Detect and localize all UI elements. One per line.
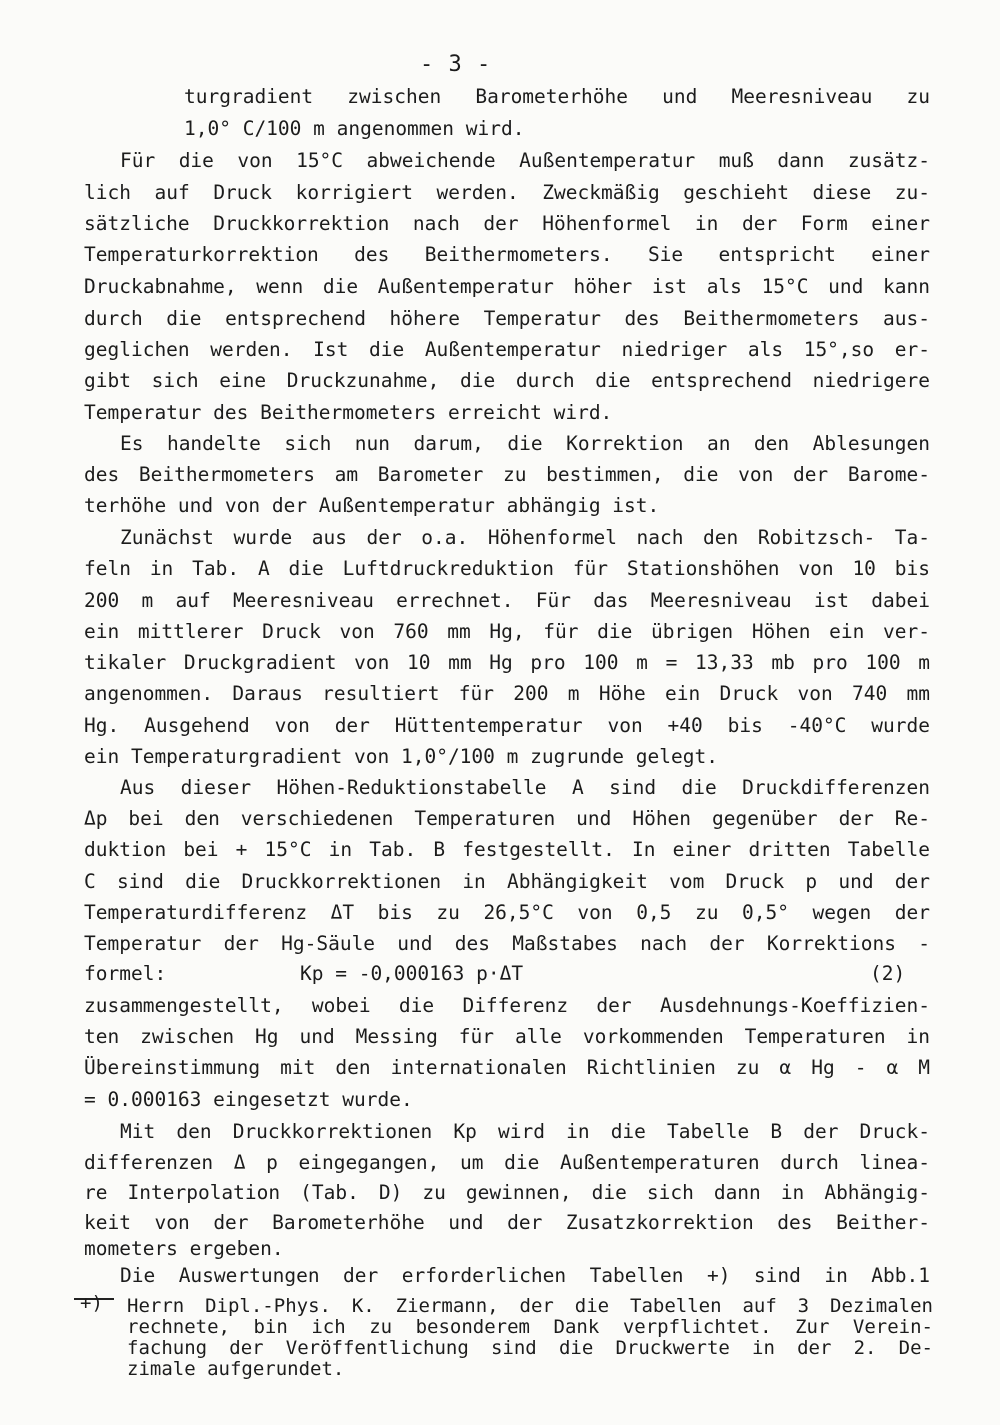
text-line: zusammengestellt, wobei die Differenz der Ausdehnungs-Koeffizien-	[84, 994, 930, 1017]
text-line: keit von der Barometerhöhe und der Zusatzkorrektion des Beither-	[84, 1211, 930, 1234]
text-line: geglichen werden. Ist die Außentemperatur niedriger als 15°,so er-	[84, 338, 930, 361]
text-line: tikaler Druckgradient von 10 mm Hg pro 100 m = 13,33 mb pro 100 m	[84, 651, 930, 674]
text-line: sätzliche Druckkorrektion nach der Höhenformel in der Form einer	[84, 212, 930, 235]
text-line: Hg. Ausgehend von der Hüttentemperatur von +40 bis -40°C wurde	[84, 714, 930, 737]
footnote-line: fachung der Veröffentlichung sind die Druckwerte in der 2. De-	[127, 1337, 933, 1359]
text-line: Mit den Druckkorrektionen Kp wird in die Tabelle B der Druck-	[120, 1120, 930, 1143]
text-line: duktion bei + 15°C in Tab. B festgestellt. In einer dritten Tabelle	[84, 838, 930, 861]
text-line: Temperatur des Beithermometers erreicht wird.	[84, 401, 613, 424]
text-line: Δp bei den verschiedenen Temperaturen und Höhen gegenüber der Re-	[84, 807, 930, 830]
text-line: Temperatur der Hg-Säule und des Maßstabes nach der Korrektions -	[84, 932, 930, 955]
footnote-line: rechnete, bin ich zu besonderem Dank verpflichtet. Zur Verein-	[127, 1316, 933, 1338]
text-line: Für die von 15°C abweichende Außentemperatur muß dann zusätz-	[120, 149, 930, 172]
text-line: Zunächst wurde aus der o.a. Höhenformel nach den Robitzsch- Ta-	[120, 526, 930, 549]
text-line: Die Auswertungen der erforderlichen Tabellen +) sind in Abb.1	[120, 1264, 930, 1287]
text-line: Aus dieser Höhen-Reduktionstabelle A sind die Druckdifferenzen	[120, 776, 930, 799]
text-line: terhöhe und von der Außentemperatur abhängig ist.	[84, 494, 660, 517]
text-line: Druckabnahme, wenn die Außentemperatur höher ist als 15°C und kann	[84, 275, 930, 298]
text-line: Es handelte sich nun darum, die Korrektion an den Ablesungen	[120, 432, 930, 455]
footnote-line: Herrn Dipl.-Phys. K. Ziermann, der die Tabellen auf 3 Dezimalen	[127, 1295, 933, 1317]
text-line: ten zwischen Hg und Messing für alle vorkommenden Temperaturen in	[84, 1025, 930, 1048]
text-line: des Beithermometers am Barometer zu bestimmen, die von der Barome-	[84, 463, 930, 486]
text-line: C sind die Druckkorrektionen in Abhängigkeit vom Druck p und der	[84, 870, 930, 893]
text-line: feln in Tab. A die Luftdruckreduktion für Stationshöhen von 10 bis	[84, 557, 930, 580]
text-line: 1,0° C/100 m angenommen wird.	[184, 117, 525, 140]
footnote-line: zimale aufgerundet.	[127, 1358, 345, 1380]
text-line: Temperaturkorrektion des Beithermometers. Sie entspricht einer	[84, 243, 930, 266]
text-line: turgradient zwischen Barometerhöhe und Meeresniveau zu	[184, 85, 930, 108]
text-line: ein mittlerer Druck von 760 mm Hg, für die übrigen Höhen ein ver-	[84, 620, 930, 643]
text-line: re Interpolation (Tab. D) zu gewinnen, die sich dann in Abhängig-	[84, 1181, 930, 1204]
text-line: gibt sich eine Druckzunahme, die durch die entsprechend niedrigere	[84, 369, 930, 392]
text-line: = 0.000163 eingesetzt wurde.	[84, 1088, 413, 1111]
text-line: lich auf Druck korrigiert werden. Zweckmäßig geschieht diese zu-	[84, 181, 930, 204]
text-line: Temperaturdifferenz ΔT bis zu 26,5°C von 0,5 zu 0,5° wegen der	[84, 901, 930, 924]
text-line: mometers ergeben.	[84, 1237, 284, 1260]
page-number: - 3 -	[420, 52, 492, 77]
text-line: ein Temperaturgradient von 1,0°/100 m zugrunde gelegt.	[84, 745, 718, 768]
text-line: angenommen. Daraus resultiert für 200 m Höhe ein Druck von 740 mm	[84, 682, 930, 705]
formula-number: (2)	[870, 962, 906, 985]
text-line: durch die entsprechend höhere Temperatur des Beithermometers aus-	[84, 307, 930, 330]
formula-expression: Kp = -0,000163 p·ΔT	[300, 962, 524, 985]
formula-label: formel:	[84, 962, 167, 985]
text-line: 200 m auf Meeresniveau errechnet. Für das Meeresniveau ist dabei	[84, 589, 930, 612]
text-line: Übereinstimmung mit den internationalen Richtlinien zu α Hg - α M	[84, 1056, 930, 1079]
text-line: differenzen Δ p eingegangen, um die Außentemperaturen durch linea-	[84, 1151, 930, 1174]
footnote-marker: +)	[80, 1292, 103, 1314]
